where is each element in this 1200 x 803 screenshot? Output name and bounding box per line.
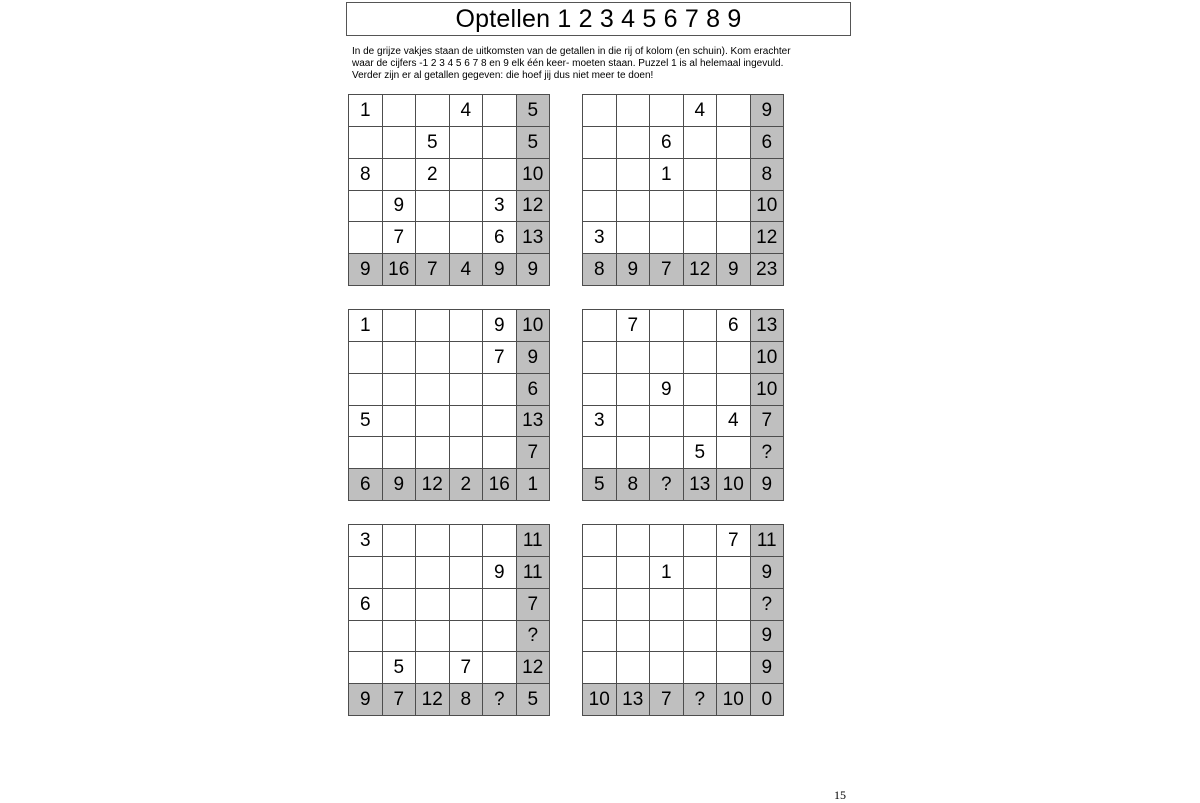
grid-cell[interactable]	[450, 342, 484, 374]
grid-cell[interactable]	[450, 406, 484, 438]
sum-cell: 10	[717, 684, 751, 716]
sum-cell: 9	[483, 254, 517, 286]
puzzle-grid-6	[582, 524, 784, 716]
grid-cell[interactable]: 3	[583, 406, 617, 438]
grid-cell[interactable]	[717, 437, 751, 469]
grid-cell[interactable]: 6	[650, 127, 684, 159]
grid-cell[interactable]	[483, 437, 517, 469]
grid-cell[interactable]: 9	[383, 191, 417, 223]
sum-cell: 10	[751, 374, 785, 406]
sum-cell: ?	[751, 589, 785, 621]
grid-cell[interactable]: 7	[617, 310, 651, 342]
grid-cell[interactable]	[717, 589, 751, 621]
sum-cell: 13	[617, 684, 651, 716]
grid-cell[interactable]	[583, 127, 617, 159]
grid-cell[interactable]	[583, 342, 617, 374]
grid-cell[interactable]	[583, 310, 617, 342]
grid-cell[interactable]	[383, 621, 417, 653]
grid-cell[interactable]	[416, 406, 450, 438]
grid-cell[interactable]	[650, 191, 684, 223]
grid-cell[interactable]	[583, 557, 617, 589]
grid-cell[interactable]	[483, 589, 517, 621]
grid-cell[interactable]	[684, 222, 718, 254]
grid-cell[interactable]	[416, 652, 450, 684]
grid-cell[interactable]	[416, 437, 450, 469]
grid-cell[interactable]	[583, 437, 617, 469]
grid-cell[interactable]: 1	[349, 310, 383, 342]
grid-cell[interactable]	[583, 652, 617, 684]
sum-cell: 16	[483, 469, 517, 501]
sum-cell: 9	[349, 254, 383, 286]
grid-cell[interactable]	[717, 222, 751, 254]
sum-cell: ?	[517, 621, 551, 653]
sum-cell: 4	[450, 254, 484, 286]
sum-cell: 10	[583, 684, 617, 716]
grid-cell[interactable]: 3	[349, 525, 383, 557]
sum-cell: 12	[684, 254, 718, 286]
sum-cell: 5	[517, 95, 551, 127]
grid-cell[interactable]	[650, 342, 684, 374]
grid-cell[interactable]	[684, 374, 718, 406]
grid-cell[interactable]	[483, 127, 517, 159]
grid-cell[interactable]: 9	[650, 374, 684, 406]
grid-cell[interactable]	[483, 525, 517, 557]
grid-cell[interactable]	[617, 621, 651, 653]
grid-cell[interactable]	[416, 342, 450, 374]
grid-cell[interactable]	[617, 437, 651, 469]
grid-cell[interactable]	[583, 191, 617, 223]
grid-cell[interactable]	[383, 557, 417, 589]
sum-cell: 13	[684, 469, 718, 501]
grid-cell[interactable]	[383, 589, 417, 621]
puzzle-grid-4	[582, 309, 784, 501]
sum-cell: 8	[450, 684, 484, 716]
sum-cell: 6	[517, 374, 551, 406]
grid-cell[interactable]	[583, 159, 617, 191]
grid-cell[interactable]	[684, 621, 718, 653]
grid-cell[interactable]	[450, 310, 484, 342]
grid-cell[interactable]	[450, 621, 484, 653]
grid-cell[interactable]	[349, 652, 383, 684]
grid-cell[interactable]	[650, 310, 684, 342]
grid-cell[interactable]	[684, 406, 718, 438]
sum-cell: 13	[517, 406, 551, 438]
grid-cell[interactable]	[650, 437, 684, 469]
grid-cell[interactable]	[617, 159, 651, 191]
instructions-line: waar de cijfers -1 2 3 4 5 6 7 8 en 9 elk één keer- moeten staan. Puzzel 1 is al helemaal ingevuld.	[352, 58, 784, 69]
grid-cell[interactable]: 5	[416, 127, 450, 159]
grid-cell[interactable]	[450, 127, 484, 159]
grid-cell[interactable]	[684, 589, 718, 621]
sum-cell: 5	[583, 469, 617, 501]
grid-cell[interactable]	[483, 621, 517, 653]
grid-cell[interactable]	[684, 557, 718, 589]
grid-cell[interactable]: 4	[450, 95, 484, 127]
grid-cell[interactable]	[684, 159, 718, 191]
sum-cell: 12	[416, 469, 450, 501]
grid-cell[interactable]: 8	[349, 159, 383, 191]
sum-cell: 23	[751, 254, 785, 286]
grid-cell[interactable]	[349, 191, 383, 223]
sum-cell: 11	[517, 557, 551, 589]
sum-cell: 0	[751, 684, 785, 716]
grid-cell[interactable]	[650, 406, 684, 438]
grid-cell[interactable]	[349, 222, 383, 254]
grid-cell[interactable]: 3	[483, 191, 517, 223]
grid-cell[interactable]	[416, 191, 450, 223]
grid-cell[interactable]	[717, 191, 751, 223]
grid-cell[interactable]: 7	[383, 222, 417, 254]
grid-cell[interactable]	[617, 525, 651, 557]
grid-cell[interactable]	[717, 557, 751, 589]
grid-cell[interactable]	[349, 127, 383, 159]
grid-cell[interactable]: 7	[717, 525, 751, 557]
grid-cell[interactable]	[717, 95, 751, 127]
sum-cell: 11	[517, 525, 551, 557]
grid-cell[interactable]	[349, 437, 383, 469]
sum-cell: 9	[751, 621, 785, 653]
grid-cell[interactable]	[450, 374, 484, 406]
grid-cell[interactable]	[617, 127, 651, 159]
grid-cell[interactable]: 6	[717, 310, 751, 342]
grid-cell[interactable]	[349, 374, 383, 406]
sum-cell: 7	[751, 406, 785, 438]
sum-cell: 16	[383, 254, 417, 286]
sum-cell: 9	[617, 254, 651, 286]
grid-cell[interactable]: 4	[684, 95, 718, 127]
grid-cell[interactable]	[483, 159, 517, 191]
grid-cell[interactable]	[349, 342, 383, 374]
grid-cell[interactable]: 7	[450, 652, 484, 684]
grid-cell[interactable]: 1	[650, 557, 684, 589]
grid-cell[interactable]	[617, 557, 651, 589]
grid-cell[interactable]: 2	[416, 159, 450, 191]
grid-cell[interactable]	[617, 406, 651, 438]
instructions	[352, 46, 852, 82]
grid-cell[interactable]: 3	[583, 222, 617, 254]
grid-cell[interactable]	[684, 127, 718, 159]
grid-cell[interactable]	[583, 525, 617, 557]
grid-cell[interactable]	[684, 525, 718, 557]
grid-cell[interactable]: 5	[383, 652, 417, 684]
instructions-line: In de grijze vakjes staan de uitkomsten van de getallen in die rij of kolom (en schuin). Kom erachter	[352, 46, 791, 57]
grid-cell[interactable]	[717, 621, 751, 653]
sum-cell: 10	[751, 342, 785, 374]
sum-cell: 10	[751, 191, 785, 223]
grid-cell[interactable]: 9	[483, 310, 517, 342]
sum-cell: 5	[517, 127, 551, 159]
sum-cell: 5	[517, 684, 551, 716]
grid-cell[interactable]	[717, 342, 751, 374]
grid-cell[interactable]: 7	[483, 342, 517, 374]
grid-cell[interactable]	[650, 652, 684, 684]
sum-cell: ?	[684, 684, 718, 716]
sum-cell: 8	[583, 254, 617, 286]
sum-cell: 9	[751, 95, 785, 127]
sum-cell: 9	[383, 469, 417, 501]
grid-cell[interactable]: 1	[349, 95, 383, 127]
sum-cell: 9	[349, 684, 383, 716]
grid-cell[interactable]	[450, 191, 484, 223]
sum-cell: 10	[517, 159, 551, 191]
grid-cell[interactable]	[583, 95, 617, 127]
instructions-line: Verder zijn er al getallen gegeven: die hoef jij dus niet meer te doen!	[352, 70, 654, 81]
grid-cell[interactable]	[349, 621, 383, 653]
grid-cell[interactable]	[617, 95, 651, 127]
grid-cell[interactable]	[450, 222, 484, 254]
sum-cell: 7	[517, 437, 551, 469]
grid-cell[interactable]	[684, 342, 718, 374]
grid-cell[interactable]	[483, 406, 517, 438]
grid-cell[interactable]	[383, 310, 417, 342]
sum-cell: 9	[751, 652, 785, 684]
sum-cell: 12	[517, 191, 551, 223]
grid-cell[interactable]	[450, 557, 484, 589]
grid-cell[interactable]	[416, 621, 450, 653]
grid-cell[interactable]	[717, 374, 751, 406]
sum-cell: 9	[717, 254, 751, 286]
sum-cell: 10	[717, 469, 751, 501]
grid-cell[interactable]	[617, 589, 651, 621]
grid-cell[interactable]	[450, 525, 484, 557]
sum-cell: 9	[751, 469, 785, 501]
page-title: Optellen 1 2 3 4 5 6 7 8 9	[346, 2, 851, 36]
grid-cell[interactable]	[383, 342, 417, 374]
grid-cell[interactable]	[617, 191, 651, 223]
grid-cell[interactable]	[684, 310, 718, 342]
grid-cell[interactable]: 4	[717, 406, 751, 438]
grid-cell[interactable]	[349, 557, 383, 589]
sum-cell: 7	[416, 254, 450, 286]
puzzle-grid-2	[582, 94, 784, 286]
sum-cell: 12	[416, 684, 450, 716]
grid-cell[interactable]	[684, 191, 718, 223]
grid-cell[interactable]	[416, 222, 450, 254]
grid-cell[interactable]	[583, 589, 617, 621]
grid-cell[interactable]	[383, 127, 417, 159]
sum-cell: 7	[517, 589, 551, 621]
grid-cell[interactable]	[383, 159, 417, 191]
grid-cell[interactable]	[483, 652, 517, 684]
sum-cell: 9	[517, 342, 551, 374]
grid-cell[interactable]	[450, 589, 484, 621]
grid-cell[interactable]	[717, 159, 751, 191]
grid-cell[interactable]	[416, 557, 450, 589]
grid-cell[interactable]	[383, 525, 417, 557]
grid-cell[interactable]	[450, 159, 484, 191]
grid-cell[interactable]	[717, 652, 751, 684]
puzzle-grid-3	[348, 309, 550, 501]
grid-cell[interactable]	[684, 652, 718, 684]
grid-cell[interactable]	[617, 374, 651, 406]
sum-cell: 10	[517, 310, 551, 342]
sum-cell: 9	[517, 254, 551, 286]
grid-cell[interactable]	[416, 589, 450, 621]
grid-cell[interactable]	[650, 525, 684, 557]
grid-cell[interactable]: 9	[483, 557, 517, 589]
sum-cell: 7	[650, 254, 684, 286]
sum-cell: ?	[751, 437, 785, 469]
sum-cell: 12	[751, 222, 785, 254]
page-number: 15	[834, 788, 846, 802]
grid-cell[interactable]	[383, 406, 417, 438]
grid-cell[interactable]: 5	[684, 437, 718, 469]
sum-cell: ?	[483, 684, 517, 716]
grid-cell[interactable]	[483, 374, 517, 406]
grid-cell[interactable]	[416, 310, 450, 342]
puzzle-grid-1	[348, 94, 550, 286]
grid-cell[interactable]	[383, 95, 417, 127]
grid-cell[interactable]	[617, 342, 651, 374]
grid-cell[interactable]	[650, 621, 684, 653]
grid-cell[interactable]	[617, 652, 651, 684]
grid-cell[interactable]: 1	[650, 159, 684, 191]
sum-cell: 1	[517, 469, 551, 501]
grid-cell[interactable]	[583, 374, 617, 406]
sum-cell: 9	[751, 557, 785, 589]
grid-cell[interactable]	[650, 222, 684, 254]
grid-cell[interactable]	[650, 589, 684, 621]
grid-cell[interactable]	[416, 525, 450, 557]
sum-cell: 6	[349, 469, 383, 501]
grid-cell[interactable]: 6	[483, 222, 517, 254]
puzzle-grid-5	[348, 524, 550, 716]
grid-cell[interactable]: 5	[349, 406, 383, 438]
sum-cell: 7	[650, 684, 684, 716]
sum-cell: 12	[517, 652, 551, 684]
grid-cell[interactable]: 6	[349, 589, 383, 621]
grid-cell[interactable]	[416, 95, 450, 127]
grid-cell[interactable]	[383, 437, 417, 469]
grid-cell[interactable]	[450, 437, 484, 469]
grid-cell[interactable]	[383, 374, 417, 406]
grid-cell[interactable]	[416, 374, 450, 406]
grid-cell[interactable]	[583, 621, 617, 653]
grid-cell[interactable]	[650, 95, 684, 127]
grid-cell[interactable]	[617, 222, 651, 254]
sum-cell: 2	[450, 469, 484, 501]
grid-cell[interactable]	[483, 95, 517, 127]
sum-cell: 8	[751, 159, 785, 191]
sum-cell: 7	[383, 684, 417, 716]
sum-cell: 13	[517, 222, 551, 254]
sum-cell: 8	[617, 469, 651, 501]
sum-cell: 6	[751, 127, 785, 159]
sum-cell: 13	[751, 310, 785, 342]
sum-cell: 11	[751, 525, 785, 557]
sum-cell: ?	[650, 469, 684, 501]
grid-cell[interactable]	[717, 127, 751, 159]
